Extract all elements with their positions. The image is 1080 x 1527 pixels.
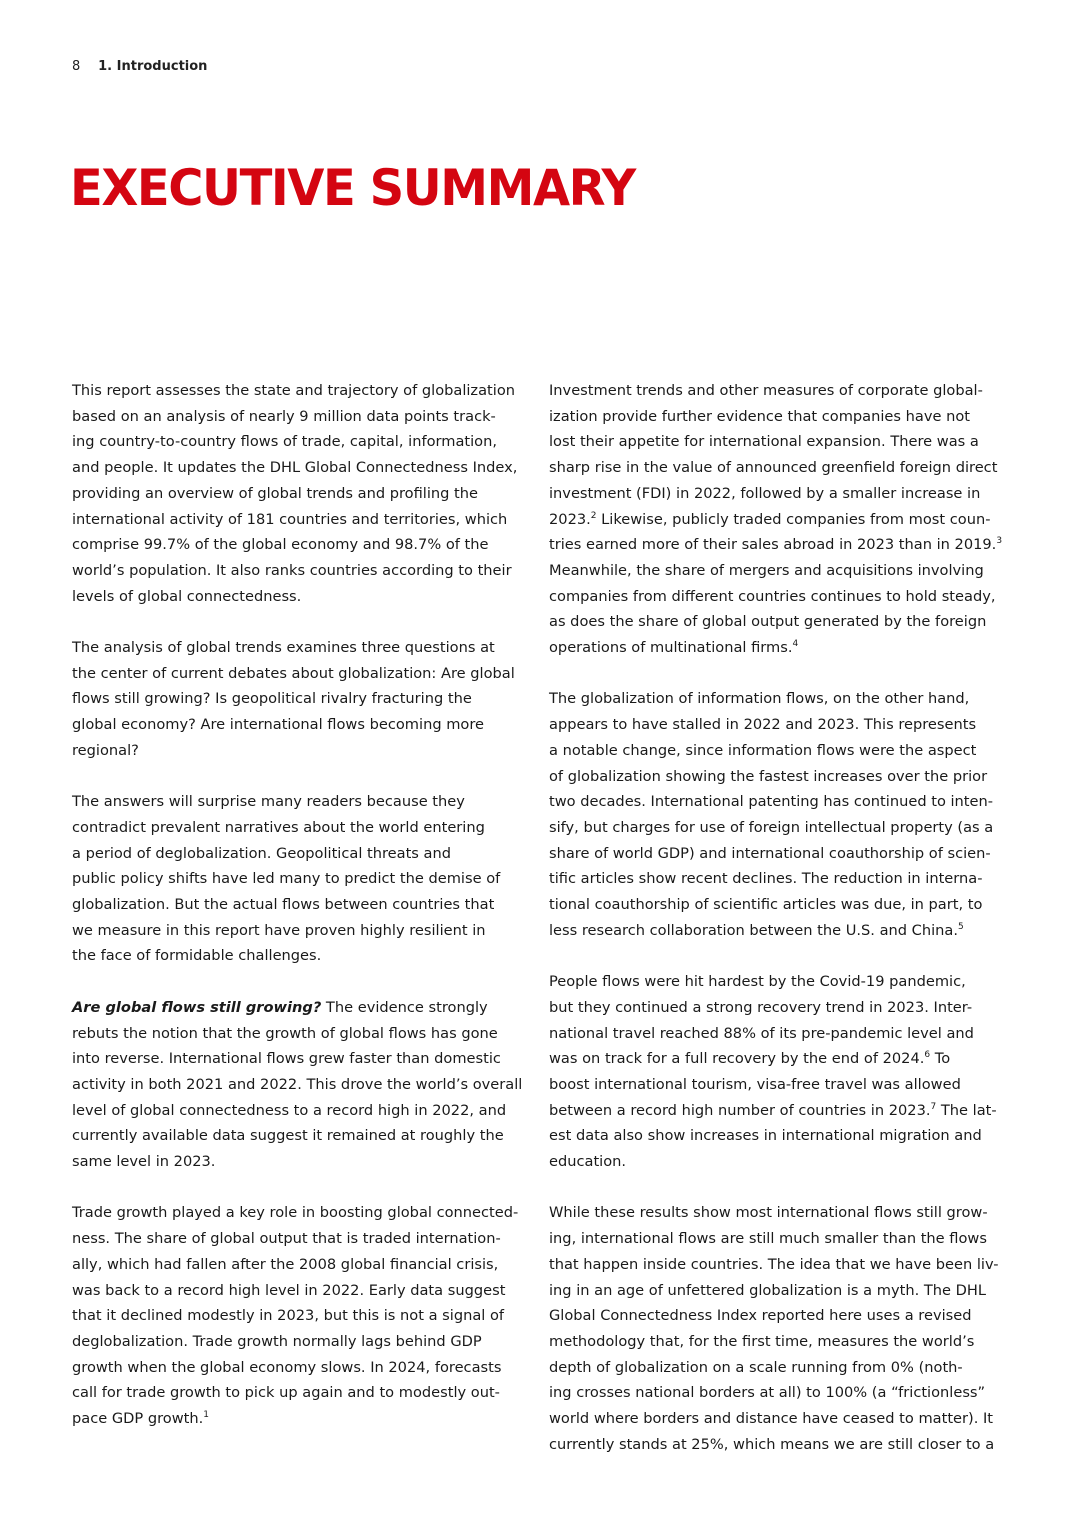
footnote-ref[interactable]: 6 <box>924 1050 931 1061</box>
paragraph-trade-growth <box>72 1200 522 1431</box>
text-line: investment (FDI) in 2022, followed by a smaller increase in <box>549 484 981 502</box>
text-line: Meanwhile, the share of mergers and acquisitions involving <box>549 561 984 579</box>
text-line: ing, international flows are still much smaller than the flows <box>549 1230 987 1248</box>
running-header <box>72 59 207 74</box>
text-line: ization provide further evidence that companies have not <box>549 407 970 425</box>
text-line: tional coauthorship of scientific articles was due, in part, to <box>549 896 983 914</box>
text-line: ing crosses national borders at all) to 100% (a “frictionless” <box>549 1384 986 1402</box>
text-line: currently stands at 25%, which means we are still closer to a <box>549 1435 995 1453</box>
text-line: that it declined modestly in 2023, but this is not a signal of <box>72 1307 505 1325</box>
text-line: world’s population. It also ranks countries according to their <box>72 561 512 579</box>
page-number: 8 <box>72 59 81 74</box>
text-line: as does the share of global output generated by the foreign <box>549 613 987 631</box>
lead-question: Are global flows still growing? <box>72 998 322 1016</box>
text-line: The analysis of global trends examines three questions at <box>72 639 495 657</box>
text-line: a notable change, since information flows were the aspect <box>549 741 977 759</box>
text-line: sharp rise in the value of announced greenfield foreign direct <box>549 459 998 477</box>
text-line: same level in 2023. <box>72 1153 216 1171</box>
text-line: call for trade growth to pick up again and to modestly out- <box>72 1384 500 1402</box>
text-line: Investment trends and other measures of corporate global- <box>549 382 983 399</box>
text-line: contradict prevalent narratives about the world entering <box>72 818 485 836</box>
text-line: ally, which had fallen after the 2008 global financial crisis, <box>72 1255 499 1273</box>
text-line: tific articles show recent declines. The reduction in interna- <box>549 870 983 888</box>
text-line: 2023.$^2$ Likewise, publicly traded companies from most coun- <box>549 510 991 528</box>
text-line: The globalization of information flows, on the other hand, <box>549 690 970 708</box>
footnote-ref[interactable]: 7 <box>930 1101 937 1112</box>
text-line: the center of current debates about globalization: Are global <box>72 664 515 682</box>
text-line: methodology that, for the first time, measures the world’s <box>549 1332 975 1350</box>
text-line: sify, but charges for use of foreign intellectual property (as a <box>549 818 994 836</box>
paragraph-information-flows <box>549 686 999 943</box>
text-line: of globalization showing the fastest increases over the prior <box>549 767 988 785</box>
footnote-ref[interactable]: 3 <box>996 536 1003 547</box>
text-line: less research collaboration between the U.S. and China.$^5$ <box>549 921 964 939</box>
text-line: flows still growing? Is geopolitical rivalry fracturing the <box>72 690 472 708</box>
text-line: tries earned more of their sales abroad in 2023 than in 2019.$^3$ <box>549 536 1003 554</box>
paragraph-connectedness-depth <box>549 1200 999 1457</box>
text-line: national travel reached 88% of its pre-pandemic level and <box>549 1024 974 1042</box>
text-line: a period of deglobalization. Geopolitical threats and <box>72 844 452 862</box>
text-line: share of world GDP) and international coauthorship of scien- <box>549 844 991 862</box>
text-line: but they continued a strong recovery trend in 2023. Inter- <box>549 998 973 1016</box>
footnote-ref[interactable]: 1 <box>203 1410 209 1421</box>
footnote-ref[interactable]: 5 <box>958 921 964 932</box>
text-line: between a record high number of countries in 2023.$^7$ The lat- <box>549 1101 997 1119</box>
text-line: into reverse. International flows grew faster than domestic <box>72 1050 501 1068</box>
text-line: levels of global connectedness. <box>72 587 302 605</box>
text-line: operations of multinational firms.$^4$ <box>549 639 799 657</box>
paragraph-people-flows <box>549 969 999 1175</box>
text-line: growth when the global economy slows. In 2024, forecasts <box>72 1358 502 1376</box>
section-title: 1. Introduction <box>98 59 208 74</box>
text-line: Global Connectedness Index reported here uses a revised <box>549 1307 972 1325</box>
text-line: lost their appetite for international expansion. There was a <box>549 433 979 451</box>
text-line: and people. It updates the DHL Global Connectedness Index, <box>72 459 518 477</box>
text-line: global economy? Are international flows becoming more <box>72 716 485 734</box>
text-line: ing country-to-country flows of trade, capital, information, <box>72 433 498 451</box>
text-line: that happen inside countries. The idea that we have been liv- <box>549 1255 999 1273</box>
text-line: level of global connectedness to a record high in 2022, and <box>72 1101 507 1119</box>
text-line: activity in both 2021 and 2022. This drove the world’s overall <box>72 1075 523 1093</box>
text-line: This report assesses the state and trajectory of globalization <box>72 382 515 399</box>
text-line: providing an overview of global trends and profiling the <box>72 484 479 502</box>
right-column <box>549 378 1003 1483</box>
text-line: ness. The share of global output that is traded internation- <box>72 1230 501 1248</box>
page-title: EXECUTIVE SUMMARY <box>70 159 635 217</box>
paragraph-questions <box>72 635 522 764</box>
text-line: pace GDP growth.$^1$ <box>72 1410 209 1428</box>
text-line: the face of formidable challenges. <box>72 947 322 965</box>
text-line: est data also show increases in international migration and <box>549 1127 982 1145</box>
text-line: education. <box>549 1153 627 1171</box>
text-line: public policy shifts have led many to predict the demise of <box>72 870 501 888</box>
text-line: While these results show most international flows still grow- <box>549 1204 988 1222</box>
text-line: based on an analysis of nearly 9 million data points track- <box>72 407 496 425</box>
text-line: deglobalization. Trade growth normally lags behind GDP <box>72 1332 482 1350</box>
text-line: depth of globalization on a scale running from 0% (noth- <box>549 1358 963 1376</box>
text-line: appears to have stalled in 2022 and 2023. This represents <box>549 716 977 734</box>
text-line: was on track for a full recovery by the end of 2024.$^6$ To <box>549 1050 951 1068</box>
text-line: Trade growth played a key role in boosting global connected- <box>72 1204 519 1222</box>
text-line: boost international tourism, visa-free travel was allowed <box>549 1075 961 1093</box>
footnote-ref[interactable]: 2 <box>590 510 597 521</box>
paragraph-investment <box>549 378 1003 661</box>
paragraph-flows-growing <box>72 995 522 1175</box>
text-line: rebuts the notion that the growth of global flows has gone <box>72 1024 498 1042</box>
text-line: People flows were hit hardest by the Covid-19 pandemic, <box>549 973 966 991</box>
text-line: we measure in this report have proven highly resilient in <box>72 921 486 939</box>
paragraph-intro <box>72 378 522 609</box>
text-line: The answers will surprise many readers because they <box>72 793 465 811</box>
text-line: currently available data suggest it remained at roughly the <box>72 1127 504 1145</box>
text-line: was back to a record high level in 2022. Early data suggest <box>72 1281 506 1299</box>
text-line: international activity of 181 countries and territories, which <box>72 510 508 528</box>
text-line: regional? <box>72 741 139 759</box>
text-line: Are global flows still growing? The evidence strongly <box>72 998 488 1016</box>
text-line: globalization. But the actual flows between countries that <box>72 896 495 914</box>
footnote-ref[interactable]: 4 <box>792 639 799 650</box>
text-line: two decades. International patenting has continued to inten- <box>549 793 994 811</box>
paragraph-answers <box>72 789 522 969</box>
text-line: comprise 99.7% of the global economy and 98.7% of the <box>72 536 489 554</box>
text-line: ing in an age of unfettered globalization is a myth. The DHL <box>549 1281 986 1299</box>
text-line: world where borders and distance have ceased to matter). It <box>549 1410 994 1428</box>
left-column <box>72 378 522 1457</box>
text-line: companies from different countries continues to hold steady, <box>549 587 996 605</box>
